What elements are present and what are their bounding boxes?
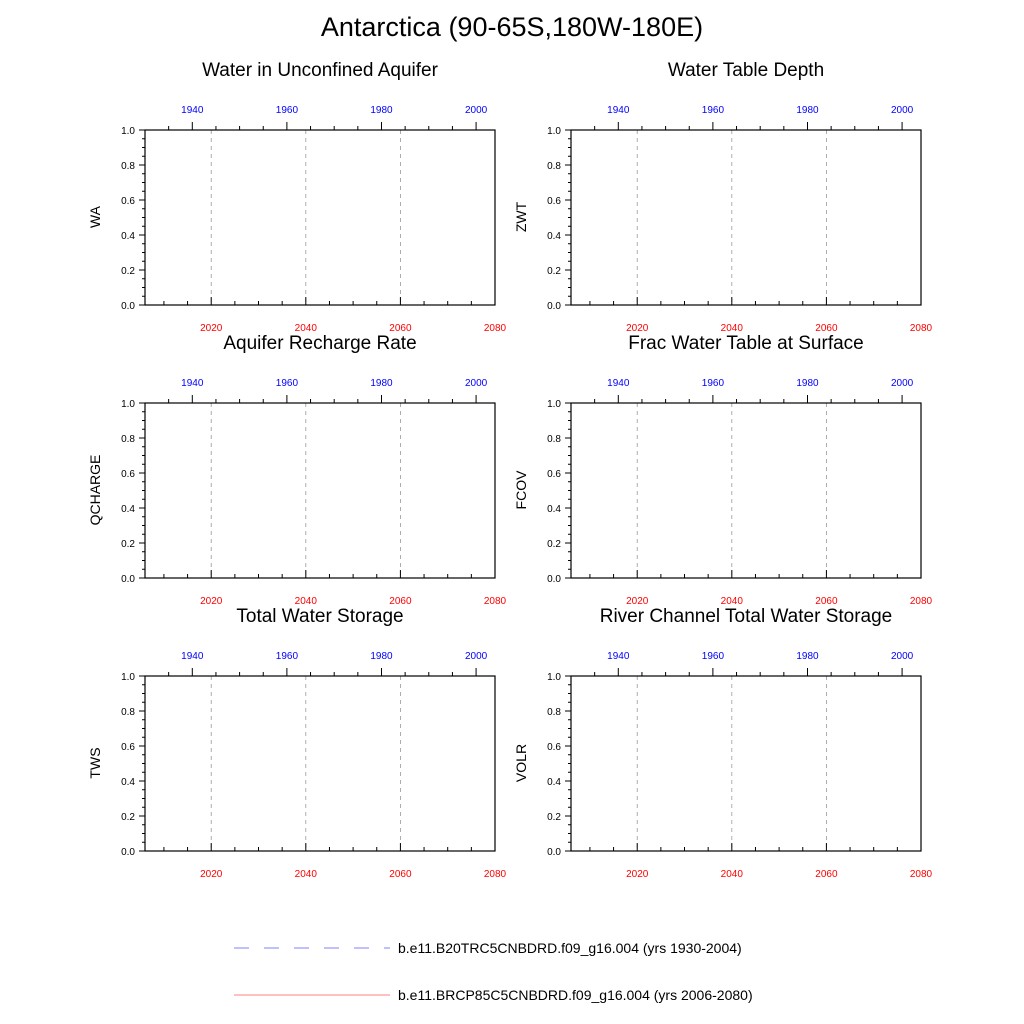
y-tick-label: 0.8	[121, 161, 135, 172]
x-tick-label-bottom: 2080	[483, 323, 507, 334]
page-title: Antarctica (90-65S,180W-180E)	[320, 12, 704, 42]
x-tick-label-bottom: 2020	[626, 596, 649, 607]
x-tick-label-bottom: 2040	[720, 596, 743, 607]
x-tick-label-bottom: 2020	[200, 323, 223, 334]
y-tick-label: 0.4	[547, 504, 561, 515]
y-axis-label: TWS	[87, 746, 103, 779]
y-tick-label: 0.6	[547, 469, 561, 480]
x-tick-label-top: 2000	[890, 651, 914, 662]
chart-title: River Channel Total Water Storage	[599, 606, 893, 627]
x-tick-label-top: 1980	[370, 651, 393, 662]
x-tick-label-top: 1960	[275, 651, 299, 662]
plot-area	[105, 636, 535, 891]
y-tick-label: 0.0	[121, 574, 135, 585]
x-tick-label-top: 1940	[607, 651, 630, 662]
y-tick-label: 0.4	[547, 777, 561, 788]
x-tick-label-bottom: 2040	[720, 869, 743, 880]
x-tick-label-bottom: 2020	[200, 596, 223, 607]
legend-label-historical: b.e11.B20TRC5CNBDRD.f09_g16.004 (yrs 1930-2004)	[398, 940, 742, 956]
x-tick-label-top: 1960	[275, 378, 299, 389]
x-tick-label-bottom: 2080	[909, 869, 933, 880]
x-tick-label-bottom: 2080	[483, 869, 507, 880]
x-tick-label-top: 1960	[275, 105, 299, 116]
y-tick-label: 0.6	[547, 196, 561, 207]
plot-frame	[571, 676, 921, 851]
y-tick-label: 0.4	[121, 777, 135, 788]
y-tick-label: 1.0	[547, 672, 561, 683]
plot-frame	[145, 130, 495, 305]
plot-area	[105, 363, 535, 618]
y-tick-label: 0.0	[547, 847, 561, 858]
plot-frame	[571, 403, 921, 578]
x-tick-label-top: 2000	[890, 105, 914, 116]
y-tick-label: 1.0	[121, 399, 135, 410]
y-tick-label: 0.2	[547, 266, 561, 277]
chart-title: Water Table Depth	[667, 60, 825, 81]
y-tick-label: 0.6	[547, 742, 561, 753]
chart-title: Total Water Storage	[236, 606, 404, 627]
y-tick-label: 0.8	[547, 161, 561, 172]
plot-frame	[145, 403, 495, 578]
x-tick-label-bottom: 2060	[815, 869, 838, 880]
y-axis-label: FCOV	[513, 470, 529, 509]
x-tick-label-bottom: 2040	[294, 869, 317, 880]
x-tick-label-bottom: 2040	[720, 323, 743, 334]
plot-frame	[571, 130, 921, 305]
y-tick-label: 0.0	[547, 301, 561, 312]
y-tick-label: 0.0	[121, 301, 135, 312]
x-tick-label-bottom: 2040	[294, 323, 317, 334]
chart-title: Aquifer Recharge Rate	[223, 333, 417, 354]
y-tick-label: 0.4	[121, 504, 135, 515]
y-tick-label: 0.4	[547, 231, 561, 242]
x-tick-label-top: 2000	[464, 651, 488, 662]
y-tick-label: 1.0	[547, 399, 561, 410]
y-tick-label: 0.2	[121, 266, 135, 277]
y-tick-label: 0.2	[547, 539, 561, 550]
x-tick-label-top: 2000	[464, 378, 488, 389]
x-tick-label-bottom: 2080	[909, 596, 933, 607]
plot-area	[105, 90, 535, 345]
y-axis-label: WA	[87, 205, 103, 228]
y-tick-label: 0.0	[547, 574, 561, 585]
plot-area	[531, 90, 961, 345]
x-tick-label-top: 1980	[796, 105, 819, 116]
x-tick-label-top: 1960	[701, 105, 725, 116]
y-axis-label: VOLR	[513, 743, 529, 782]
y-axis-label: ZWT	[513, 201, 529, 232]
x-tick-label-top: 1980	[796, 378, 819, 389]
y-tick-label: 1.0	[121, 126, 135, 137]
x-tick-label-top: 1940	[181, 378, 204, 389]
x-tick-label-top: 1940	[181, 651, 204, 662]
y-tick-label: 0.4	[121, 231, 135, 242]
chart-title: Frac Water Table at Surface	[628, 333, 864, 354]
x-tick-label-bottom: 2040	[294, 596, 317, 607]
x-tick-label-bottom: 2020	[626, 869, 649, 880]
legend-label-future: b.e11.BRCP85C5CNBDRD.f09_g16.004 (yrs 2006-2080)	[398, 987, 753, 1003]
y-tick-label: 1.0	[547, 126, 561, 137]
plot-area	[531, 363, 961, 618]
y-tick-label: 0.0	[121, 847, 135, 858]
y-tick-label: 0.6	[121, 742, 135, 753]
x-tick-label-bottom: 2060	[389, 869, 412, 880]
plot-area	[531, 636, 961, 891]
x-tick-label-top: 1980	[370, 105, 393, 116]
x-tick-label-top: 1960	[701, 378, 725, 389]
x-tick-label-top: 1980	[796, 651, 819, 662]
legend-line-historical	[234, 942, 390, 954]
x-tick-label-top: 1940	[181, 105, 204, 116]
y-tick-label: 0.8	[547, 707, 561, 718]
x-tick-label-bottom: 2060	[815, 323, 838, 334]
x-tick-label-bottom: 2080	[483, 596, 507, 607]
x-tick-label-bottom: 2060	[389, 596, 412, 607]
x-tick-label-bottom: 2020	[626, 323, 649, 334]
y-tick-label: 1.0	[121, 672, 135, 683]
y-tick-label: 0.8	[547, 434, 561, 445]
y-tick-label: 0.8	[121, 434, 135, 445]
y-tick-label: 0.2	[121, 539, 135, 550]
x-tick-label-top: 1980	[370, 378, 393, 389]
x-tick-label-top: 1940	[607, 105, 630, 116]
y-tick-label: 0.2	[547, 812, 561, 823]
x-tick-label-bottom: 2060	[389, 323, 412, 334]
x-tick-label-bottom: 2020	[200, 869, 223, 880]
x-tick-label-bottom: 2080	[909, 323, 933, 334]
plot-frame	[145, 676, 495, 851]
x-tick-label-top: 2000	[890, 378, 914, 389]
x-tick-label-top: 1940	[607, 378, 630, 389]
x-tick-label-top: 2000	[464, 105, 488, 116]
x-tick-label-bottom: 2060	[815, 596, 838, 607]
legend-line-future	[234, 989, 390, 1001]
y-tick-label: 0.2	[121, 812, 135, 823]
y-axis-label: QCHARGE	[87, 454, 103, 525]
x-tick-label-top: 1960	[701, 651, 725, 662]
y-tick-label: 0.8	[121, 707, 135, 718]
chart-title: Water in Unconfined Aquifer	[202, 60, 438, 81]
y-tick-label: 0.6	[121, 469, 135, 480]
y-tick-label: 0.6	[121, 196, 135, 207]
